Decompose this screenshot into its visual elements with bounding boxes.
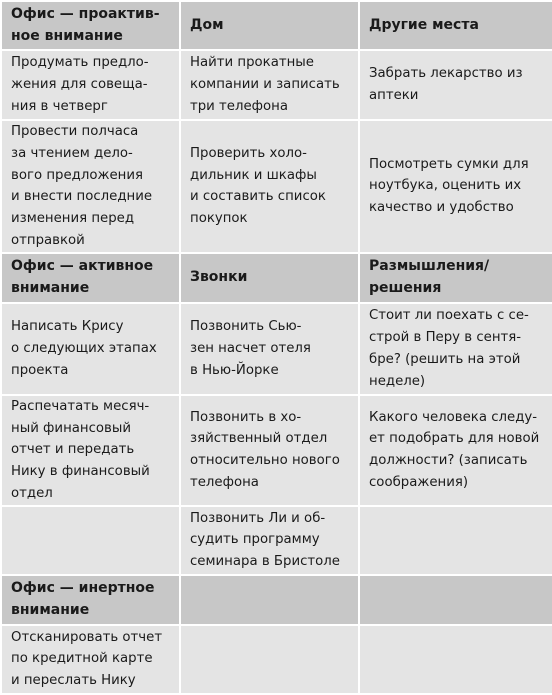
table-row bbox=[1, 120, 552, 253]
table-cell: Провести полчаса за чтением дело- вого предложения и внести последние изменения перед отправкой bbox=[1, 120, 180, 253]
table-cell: Забрать лекарство из аптеки bbox=[359, 50, 552, 120]
table-cell: Какого человека следу- ет подобрать для новой должности? (записать соображения) bbox=[359, 395, 552, 506]
header-office-inert: Офис — инертное внимание bbox=[1, 575, 180, 625]
table-row bbox=[1, 303, 552, 395]
header-row bbox=[1, 575, 552, 625]
table-cell: Позвонить Ли и об- судить программу семинара в Бристоле bbox=[180, 506, 359, 575]
table-cell bbox=[359, 506, 552, 575]
table-row bbox=[1, 506, 552, 575]
table-cell: Распечатать месяч- ный финансовый отчет и передать Нику в финансовый отдел bbox=[1, 395, 180, 506]
header-thoughts-decisions: Размышления/ решения bbox=[359, 253, 552, 303]
header-row bbox=[1, 1, 552, 50]
header-empty bbox=[180, 575, 359, 625]
table-row bbox=[1, 50, 552, 120]
header-other-places: Другие места bbox=[359, 1, 552, 50]
header-calls: Звонки bbox=[180, 253, 359, 303]
header-row bbox=[1, 253, 552, 303]
table-row bbox=[1, 395, 552, 506]
header-home: Дом bbox=[180, 1, 359, 50]
table-cell: Продумать предло- жения для совеща- ния в четверг bbox=[1, 50, 180, 120]
table-row bbox=[1, 625, 552, 694]
header-office-active: Офис — активное внимание bbox=[1, 253, 180, 303]
table-cell: Проверить холо- дильник и шкафы и составить список покупок bbox=[180, 120, 359, 253]
table-cell bbox=[1, 506, 180, 575]
table-cell: Отсканировать отчет по кредитной карте и переслать Нику bbox=[1, 625, 180, 694]
table-cell bbox=[359, 625, 552, 694]
table-cell: Написать Крису о следующих этапах проекта bbox=[1, 303, 180, 395]
table-cell: Позвонить Сью- зен насчет отеля в Нью-Йорке bbox=[180, 303, 359, 395]
table-cell: Стоит ли поехать с се- строй в Перу в сентя- бре? (решить на этой неделе) bbox=[359, 303, 552, 395]
table-cell: Позвонить в хо- зяйственный отдел относительно нового телефона bbox=[180, 395, 359, 506]
table-cell: Найти прокатные компании и записать три телефона bbox=[180, 50, 359, 120]
table-cell: Посмотреть сумки для ноутбука, оценить их качество и удобство bbox=[359, 120, 552, 253]
header-empty bbox=[359, 575, 552, 625]
table-cell bbox=[180, 625, 359, 694]
header-office-proactive: Офис — проактив- ное внимание bbox=[1, 1, 180, 50]
